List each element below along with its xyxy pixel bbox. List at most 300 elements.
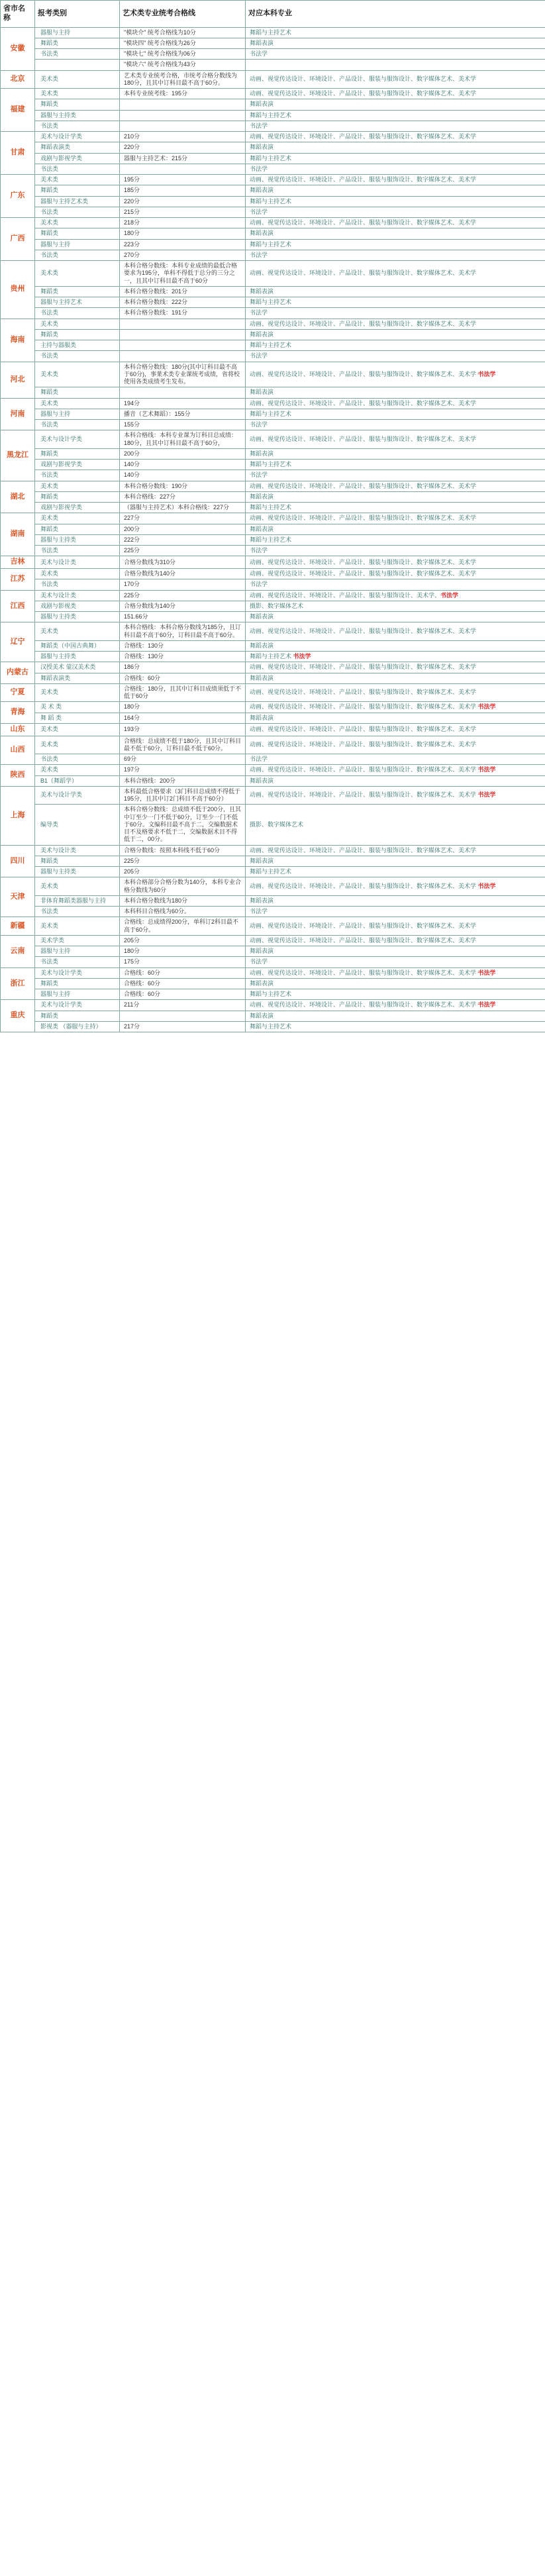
table-row xyxy=(1,164,545,174)
table-row xyxy=(1,121,545,131)
pass-line-cell: 本科最低合格要求（3门科目总成绩不得低于195分，且其中订2门科目不高于60分） xyxy=(120,786,246,805)
major-cell: 书法学 xyxy=(246,250,545,260)
table-row xyxy=(1,845,545,856)
major-cell: 动画、视觉传达设计、环境设计、产品设计、服装与服饰设计、数字媒体艺术、美术学 xyxy=(246,736,545,754)
pass-line-cell: 220分 xyxy=(120,142,246,153)
table-row xyxy=(1,218,545,228)
pass-line-cell: 218分 xyxy=(120,218,246,228)
table-row xyxy=(1,856,545,866)
table-row xyxy=(1,662,545,673)
table-row xyxy=(1,524,545,534)
major-cell: 动画、视觉传达设计、环境设计、产品设计、服装与服饰设计、数字媒体艺术、美术学 书法学 xyxy=(246,702,545,713)
table-row xyxy=(1,70,545,89)
province-cell: 安徽 xyxy=(1,27,35,70)
category-cell: 舞蹈表演类 xyxy=(35,673,120,683)
major-cell: 舞蹈与主持艺术 xyxy=(246,340,545,351)
major-cell: 舞蹈与主持艺术 xyxy=(246,239,545,250)
pass-line-cell: 合格线：60分 xyxy=(120,967,246,978)
table-row xyxy=(1,297,545,308)
table-row xyxy=(1,175,545,185)
table-row xyxy=(1,640,545,651)
major-cell: 动画、视觉传达设计、环境设计、产品设计、服装与服饰设计、数字媒体艺术、美术学 xyxy=(246,662,545,673)
major-cell: 动画、视觉传达设计、环境设计、产品设计、服装与服饰设计、数字媒体艺术、美术学 xyxy=(246,430,545,449)
category-cell: 器服与主持艺术 xyxy=(35,297,120,308)
category-cell: 主持与器服类 xyxy=(35,340,120,351)
category-cell: 器服与主持 xyxy=(35,239,120,250)
table-row xyxy=(1,387,545,398)
table-row xyxy=(1,99,545,110)
province-cell: 湖北 xyxy=(1,481,35,513)
major-cell: 舞蹈表演 xyxy=(246,640,545,651)
major-cell: 动画、视觉传达设计、环境设计、产品设计、服装与服饰设计、数字媒体艺术、美术学 xyxy=(246,723,545,736)
major-cell: 书法学 xyxy=(246,957,545,967)
major-cell: 动画、视觉传达设计、环境设计、产品设计、服装与服饰设计、数字媒体艺术、美术学 xyxy=(246,175,545,185)
category-cell: 美术与设计类 xyxy=(35,556,120,569)
table-row xyxy=(1,579,545,590)
table-row xyxy=(1,775,545,786)
table-row xyxy=(1,673,545,683)
pass-line-cell: 本科合格线：本科合格分数线为185分，且订科目最不高于60分，订科目最不高于60分。 xyxy=(120,622,246,641)
category-cell: 非体育舞蹈类器服与主持 xyxy=(35,895,120,906)
category-cell: 美术类 xyxy=(35,622,120,641)
pass-line-cell: 210分 xyxy=(120,132,246,142)
category-cell: 美术类 xyxy=(35,261,120,287)
pass-line-cell: 225分 xyxy=(120,590,246,601)
pass-line-cell: 本科合格分数线：201分 xyxy=(120,286,246,297)
pass-line-cell: 本科合格分数线：180分(其中订科目最不高于60分)，事業术类专业课统考成绩，省将校使用各类成绩考生发布。 xyxy=(120,362,246,387)
province-cell: 重庆 xyxy=(1,1000,35,1032)
category-cell: 器服与主持 xyxy=(35,946,120,957)
pass-line-cell: 合格线：60分 xyxy=(120,673,246,683)
table-row xyxy=(1,569,545,579)
category-cell: 美术与设计学类 xyxy=(35,430,120,449)
major-cell: 动画、视觉传达设计、环境设计、产品设计、服装与服饰设计、美术学、书法学 xyxy=(246,590,545,601)
province-cell: 青海 xyxy=(1,702,35,724)
category-cell: 书法类 xyxy=(35,470,120,481)
category-cell: 美术类 xyxy=(35,877,120,896)
category-cell: 美术类 xyxy=(35,569,120,579)
major-cell: 动画、视觉传达设计、环境设计、产品设计、服装与服饰设计、数字媒体艺术、美术学 书法学 xyxy=(246,765,545,775)
table-row xyxy=(1,49,545,60)
category-cell: 美术类 xyxy=(35,736,120,754)
table-row xyxy=(1,319,545,329)
category-cell: 戏剧与影视类 xyxy=(35,601,120,611)
category-cell: 编导类 xyxy=(35,805,120,845)
table-row xyxy=(1,110,545,121)
pass-line-cell xyxy=(120,164,246,174)
pass-line-cell: 本科合格分数线：222分 xyxy=(120,297,246,308)
major-cell: 动画、视觉传达设计、环境设计、产品设计、服装与服饰设计、数字媒体艺术、美术学 xyxy=(246,261,545,287)
pass-line-cell: 164分 xyxy=(120,713,246,723)
table-row xyxy=(1,805,545,845)
category-cell: 美术类 xyxy=(35,765,120,775)
province-cell: 云南 xyxy=(1,935,35,967)
table-row xyxy=(1,470,545,481)
table-row xyxy=(1,196,545,207)
table-row xyxy=(1,481,545,491)
major-cell: 动画、视觉传达设计、环境设计、产品设计、服装与服饰设计、数字媒体艺术、美术学 xyxy=(246,319,545,329)
category-cell: 书法类 xyxy=(35,49,120,60)
category-cell: 美 术 类 xyxy=(35,702,120,713)
table-row xyxy=(1,723,545,736)
category-cell: 舞蹈类 xyxy=(35,99,120,110)
table-row xyxy=(1,27,545,38)
table-row xyxy=(1,622,545,641)
major-cell: 舞蹈表演 xyxy=(246,895,545,906)
category-cell: 戏剧与影视学类 xyxy=(35,503,120,513)
pass-line-cell: 器服与主持艺术：215分 xyxy=(120,153,246,164)
category-cell: 书法类 xyxy=(35,957,120,967)
category-cell: 舞蹈类 xyxy=(35,387,120,398)
table-row xyxy=(1,978,545,989)
major-cell: 舞蹈表演 xyxy=(246,856,545,866)
pass-line-cell: 本科合格分数线：总成绩不低于200分，且其中订至少一门不低于60分，订至少一门不低于60分。文编科目最不高于二，交编数据术目不及格要求不低于二，交编数据术目不得低于二，00分。 xyxy=(120,805,246,845)
major-cell: 书法学 xyxy=(246,546,545,556)
table-row xyxy=(1,1021,545,1032)
pass-line-cell: 合格线：60分 xyxy=(120,978,246,989)
table-row xyxy=(1,308,545,319)
pass-line-cell: 本科合格分数线：190分 xyxy=(120,481,246,491)
category-cell: 美术类 xyxy=(35,683,120,702)
table-row xyxy=(1,409,545,419)
major-cell: 书法学 xyxy=(246,470,545,481)
pass-line-cell xyxy=(120,351,246,362)
category-cell: 书法类 xyxy=(35,546,120,556)
header-pass-line: 艺术类专业统考合格线 xyxy=(120,1,246,28)
table-row xyxy=(1,601,545,611)
pass-line-cell: 200分 xyxy=(120,524,246,534)
table-row xyxy=(1,765,545,775)
province-cell: 内蒙古 xyxy=(1,662,35,684)
pass-line-cell: 194分 xyxy=(120,398,246,409)
table-row xyxy=(1,38,545,48)
province-cell: 天津 xyxy=(1,877,35,917)
major-cell: 舞蹈与主持艺术 xyxy=(246,460,545,470)
table-row xyxy=(1,556,545,569)
province-cell: 陕西 xyxy=(1,765,35,787)
major-cell: 舞蹈表演 xyxy=(246,673,545,683)
major-cell: 动画、视觉传达设计、环境设计、产品设计、服装与服饰设计、数字媒体艺术、美术学 xyxy=(246,935,545,946)
table-row xyxy=(1,652,545,662)
pass-line-cell xyxy=(120,110,246,121)
table-row xyxy=(1,786,545,805)
major-cell: 动画、视觉传达设计、环境设计、产品设计、服装与服饰设计、数字媒体艺术、美术学 xyxy=(246,845,545,856)
category-cell: 器服与主持类 xyxy=(35,110,120,121)
pass-line-cell: 合格线：130分 xyxy=(120,640,246,651)
major-cell: 舞蹈表演 xyxy=(246,524,545,534)
pass-line-cell: 205分 xyxy=(120,935,246,946)
category-cell: 戏剧与影视学类 xyxy=(35,153,120,164)
table-row xyxy=(1,1011,545,1021)
major-cell: 舞蹈与主持艺术 xyxy=(246,297,545,308)
pass-line-cell: 195分 xyxy=(120,175,246,185)
pass-line-cell: "模块介" 统考合格线为10分 xyxy=(120,27,246,38)
pass-line-cell: 本科合格部分合格分数为140分，本科专业合格分数线为60分 xyxy=(120,877,246,896)
province-cell: 甘肃 xyxy=(1,132,35,175)
major-cell: 动画、视觉传达设计、环境设计、产品设计、服装与服饰设计、数字媒体艺术、美术学 xyxy=(246,622,545,641)
category-cell: 书法类 xyxy=(35,907,120,917)
pass-line-cell: 211分 xyxy=(120,1000,246,1011)
major-cell: 舞蹈表演 xyxy=(246,142,545,153)
category-cell: 舞蹈类（中国古典舞） xyxy=(35,640,120,651)
table-row xyxy=(1,736,545,754)
major-cell: 舞蹈表演 xyxy=(246,329,545,340)
table-body xyxy=(1,27,545,1032)
province-cell: 海南 xyxy=(1,319,35,362)
major-cell: 舞蹈表演 xyxy=(246,491,545,502)
table-row xyxy=(1,867,545,877)
category-cell: 器服与主持 xyxy=(35,409,120,419)
pass-line-cell: 本科合格线：本科专业课为订科目总成绩：180分，且其中订科目最不高于60分， xyxy=(120,430,246,449)
major-cell: 舞蹈与主持艺术 xyxy=(246,196,545,207)
category-cell: 器服与主持 xyxy=(35,989,120,1000)
table-row xyxy=(1,153,545,164)
pass-line-cell: 225分 xyxy=(120,546,246,556)
province-cell: 吉林 xyxy=(1,556,35,569)
category-cell: B1（舞蹈学） xyxy=(35,775,120,786)
pass-line-cell: 合格线：180分，且其中订科目成绩须低于不低于60分 xyxy=(120,683,246,702)
pass-line-cell: 200分 xyxy=(120,448,246,459)
table-row xyxy=(1,420,545,430)
header-province: 省市名称 xyxy=(1,1,35,28)
page-container xyxy=(0,0,545,1032)
province-cell: 宁夏 xyxy=(1,683,35,702)
pass-line-cell: 合格线：60分 xyxy=(120,989,246,1000)
category-cell: 书法类 xyxy=(35,121,120,131)
pass-line-cell: 227分 xyxy=(120,513,246,524)
category-cell: 舞蹈类 xyxy=(35,1011,120,1021)
major-cell: 舞蹈与主持艺术 xyxy=(246,503,545,513)
pass-line-cell: 215分 xyxy=(120,207,246,217)
province-cell: 山西 xyxy=(1,736,35,765)
table-header-row xyxy=(1,1,545,28)
pass-line-cell: 197分 xyxy=(120,765,246,775)
province-cell: 江西 xyxy=(1,590,35,622)
header-major: 对应本科专业 xyxy=(246,1,545,28)
table-row xyxy=(1,503,545,513)
pass-line-cell: 本科合格线：227分 xyxy=(120,491,246,502)
pass-line-cell: 艺术类专业统考合格，市统考合格分数线为180分，且其中订科目最不高于60分。 xyxy=(120,70,246,89)
major-cell: 舞蹈表演 xyxy=(246,185,545,196)
major-cell: 舞蹈表演 xyxy=(246,946,545,957)
pass-line-cell: 180分 xyxy=(120,946,246,957)
major-cell: 动画、视觉传达设计、环境设计、产品设计、服装与服饰设计、数字媒体艺术、美术学 书法学 xyxy=(246,362,545,387)
table-row xyxy=(1,261,545,287)
category-cell: 美术类 xyxy=(35,723,120,736)
category-cell: 美术类 xyxy=(35,70,120,89)
pass-line-cell: "模块七" 统考合格线为06分 xyxy=(120,49,246,60)
pass-line-cell: 本科合格线：200分 xyxy=(120,775,246,786)
province-cell: 河南 xyxy=(1,398,35,430)
table-row xyxy=(1,132,545,142)
category-cell: 器服与主持 xyxy=(35,27,120,38)
major-cell: 舞蹈与主持艺术 xyxy=(246,1021,545,1032)
category-cell: 舞蹈类 xyxy=(35,448,120,459)
pass-line-cell xyxy=(120,121,246,131)
pass-line-cell: 合格线：总成绩不低于180分，且其中订科目最不低于60分，订科目最不低于60分。 xyxy=(120,736,246,754)
pass-line-cell: 185分 xyxy=(120,185,246,196)
major-cell: 舞蹈与主持艺术 xyxy=(246,110,545,121)
major-cell: 舞蹈与主持艺术 xyxy=(246,534,545,545)
pass-line-cell: "模块四" 统考合格线为26分 xyxy=(120,38,246,48)
pass-line-cell: 155分 xyxy=(120,420,246,430)
table-row xyxy=(1,250,545,260)
major-cell: 动画、视觉传达设计、环境设计、产品设计、服装与服饰设计、数字媒体艺术、美术学 xyxy=(246,513,545,524)
pass-line-cell: "模块六" 统考合格线为43分 xyxy=(120,60,246,70)
province-cell: 湖南 xyxy=(1,513,35,556)
category-cell: 美术与设计学类 xyxy=(35,132,120,142)
pass-line-cell: 本科合格分数线为180分 xyxy=(120,895,246,906)
pass-line-cell: 225分 xyxy=(120,856,246,866)
category-cell: 舞蹈类 xyxy=(35,978,120,989)
table-row xyxy=(1,228,545,239)
major-cell: 动画、视觉传达设计、环境设计、产品设计、服装与服饰设计、数字媒体艺术、美术学 xyxy=(246,683,545,702)
pass-line-cell: 合格分数线为140分 xyxy=(120,569,246,579)
pass-line-cell: 193分 xyxy=(120,723,246,736)
pass-line-cell: 本科科目合格线为60分。 xyxy=(120,907,246,917)
pass-line-cell: 222分 xyxy=(120,534,246,545)
province-cell: 贵州 xyxy=(1,261,35,319)
table-row xyxy=(1,89,545,99)
pass-line-cell: 合格分数线：按照本科线不低于60分 xyxy=(120,845,246,856)
pass-line-cell: 180分 xyxy=(120,702,246,713)
category-cell: 器服与主持类 xyxy=(35,612,120,622)
major-cell: 书法学 xyxy=(246,207,545,217)
province-cell: 广西 xyxy=(1,218,35,261)
major-cell: 舞蹈表演 xyxy=(246,228,545,239)
category-cell xyxy=(35,60,120,70)
major-cell: 舞蹈与主持艺术 xyxy=(246,409,545,419)
major-cell: 舞蹈表演 xyxy=(246,978,545,989)
major-cell: 书法学 xyxy=(246,164,545,174)
major-cell: 摄影、数字媒体艺术 xyxy=(246,601,545,611)
table-row xyxy=(1,702,545,713)
category-cell: 美术与设计类 xyxy=(35,590,120,601)
pass-line-cell: 140分 xyxy=(120,460,246,470)
pass-line-cell: 220分 xyxy=(120,196,246,207)
category-cell: 书法类 xyxy=(35,308,120,319)
major-cell: 书法学 xyxy=(246,49,545,60)
table-row xyxy=(1,957,545,967)
pass-line-cell xyxy=(120,387,246,398)
table-row xyxy=(1,895,545,906)
major-cell: 动画、视觉传达设计、环境设计、产品设计、服装与服饰设计、数字媒体艺术、美术学 xyxy=(246,556,545,569)
pass-line-cell: 合格线：130分 xyxy=(120,652,246,662)
table-row xyxy=(1,430,545,449)
table-row xyxy=(1,713,545,723)
table-row xyxy=(1,590,545,601)
category-cell: 舞蹈类 xyxy=(35,524,120,534)
pass-line-cell: 合格分数线为310分 xyxy=(120,556,246,569)
major-cell: 舞蹈表演 xyxy=(246,99,545,110)
pass-line-cell: 151.66分 xyxy=(120,612,246,622)
category-cell: 书法类 xyxy=(35,754,120,765)
table-row xyxy=(1,1000,545,1011)
major-cell: 书法学 xyxy=(246,754,545,765)
major-cell: 书法学 xyxy=(246,308,545,319)
pass-line-cell: 217分 xyxy=(120,1021,246,1032)
pass-line-cell: 本科合格分数线：191分 xyxy=(120,308,246,319)
pass-line-cell: 205分 xyxy=(120,867,246,877)
category-cell: 美术学类 xyxy=(35,935,120,946)
table-row xyxy=(1,329,545,340)
table-row xyxy=(1,513,545,524)
major-cell: 书法学 xyxy=(246,121,545,131)
category-cell: 舞蹈类 xyxy=(35,38,120,48)
major-cell: 舞蹈与主持艺术 xyxy=(246,867,545,877)
table-row xyxy=(1,460,545,470)
pass-line-cell: 170分 xyxy=(120,579,246,590)
category-cell: 书法类 xyxy=(35,207,120,217)
table-row xyxy=(1,935,545,946)
category-cell: 美术类 xyxy=(35,917,120,936)
major-cell: 动画、视觉传达设计、环境设计、产品设计、服装与服饰设计、数字媒体艺术、美术学 书法学 xyxy=(246,877,545,896)
pass-line-cell xyxy=(120,340,246,351)
category-cell: 美术类 xyxy=(35,319,120,329)
table-row xyxy=(1,907,545,917)
major-cell: 动画、视觉传达设计、环境设计、产品设计、服装与服饰设计、数字媒体艺术、美术学 书法学 xyxy=(246,1000,545,1011)
table-row xyxy=(1,546,545,556)
table-row xyxy=(1,534,545,545)
category-cell: 舞 蹈 类 xyxy=(35,713,120,723)
category-cell: 美术类 xyxy=(35,513,120,524)
major-cell: 舞蹈与主持艺术 xyxy=(246,27,545,38)
category-cell: 器服与主持类 xyxy=(35,652,120,662)
pass-line-cell: 140分 xyxy=(120,470,246,481)
province-cell: 山东 xyxy=(1,723,35,736)
pass-line-cell: 175分 xyxy=(120,957,246,967)
major-cell: 舞蹈表演 xyxy=(246,713,545,723)
major-cell: 动画、视觉传达设计、环境设计、产品设计、服装与服饰设计、数字媒体艺术、美术学 xyxy=(246,218,545,228)
pass-line-cell: 69分 xyxy=(120,754,246,765)
category-cell: 舞蹈类 xyxy=(35,491,120,502)
major-cell: 舞蹈表演 xyxy=(246,448,545,459)
table-row xyxy=(1,612,545,622)
table-row xyxy=(1,877,545,896)
major-cell: 书法学 xyxy=(246,420,545,430)
category-cell: 器服与主持类 xyxy=(35,867,120,877)
province-cell: 福建 xyxy=(1,89,35,132)
pass-line-cell: 合格分数线为140分 xyxy=(120,601,246,611)
major-cell: 舞蹈与主持艺术 书法学 xyxy=(246,652,545,662)
province-cell: 黑龙江 xyxy=(1,430,35,481)
major-cell: 动画、视觉传达设计、环境设计、产品设计、服装与服饰设计、数字媒体艺术、美术学 xyxy=(246,132,545,142)
table-row xyxy=(1,491,545,502)
table-row xyxy=(1,286,545,297)
category-cell: 美术类 xyxy=(35,398,120,409)
province-cell: 北京 xyxy=(1,70,35,89)
category-cell: 器服与主持艺术类 xyxy=(35,196,120,207)
category-cell: 书法类 xyxy=(35,164,120,174)
pass-line-cell xyxy=(120,1011,246,1021)
category-cell: 美术与设计类 xyxy=(35,845,120,856)
major-cell: 书法学 xyxy=(246,907,545,917)
major-cell: 舞蹈表演 xyxy=(246,612,545,622)
major-cell: 动画、视觉传达设计、环境设计、产品设计、服装与服饰设计、数字媒体艺术、美术学 xyxy=(246,70,545,89)
pass-line-cell: 223分 xyxy=(120,239,246,250)
major-cell: 舞蹈与主持艺术 xyxy=(246,989,545,1000)
pass-line-cell: 180分 xyxy=(120,228,246,239)
category-cell: 美术类 xyxy=(35,218,120,228)
pass-line-cell xyxy=(120,99,246,110)
major-cell: 动画、视觉传达设计、环境设计、产品设计、服装与服饰设计、数字媒体艺术、美术学 xyxy=(246,569,545,579)
category-cell: 美术与设计学类 xyxy=(35,786,120,805)
category-cell: 舞蹈类 xyxy=(35,329,120,340)
art-exam-score-table xyxy=(0,0,545,1032)
major-cell: 动画、视觉传达设计、环境设计、产品设计、服装与服饰设计、数字媒体艺术、美术学 xyxy=(246,481,545,491)
pass-line-cell: 合格线：总成绩得200分，单科订2科目最不高于60分。 xyxy=(120,917,246,936)
major-cell: 舞蹈表演 xyxy=(246,387,545,398)
